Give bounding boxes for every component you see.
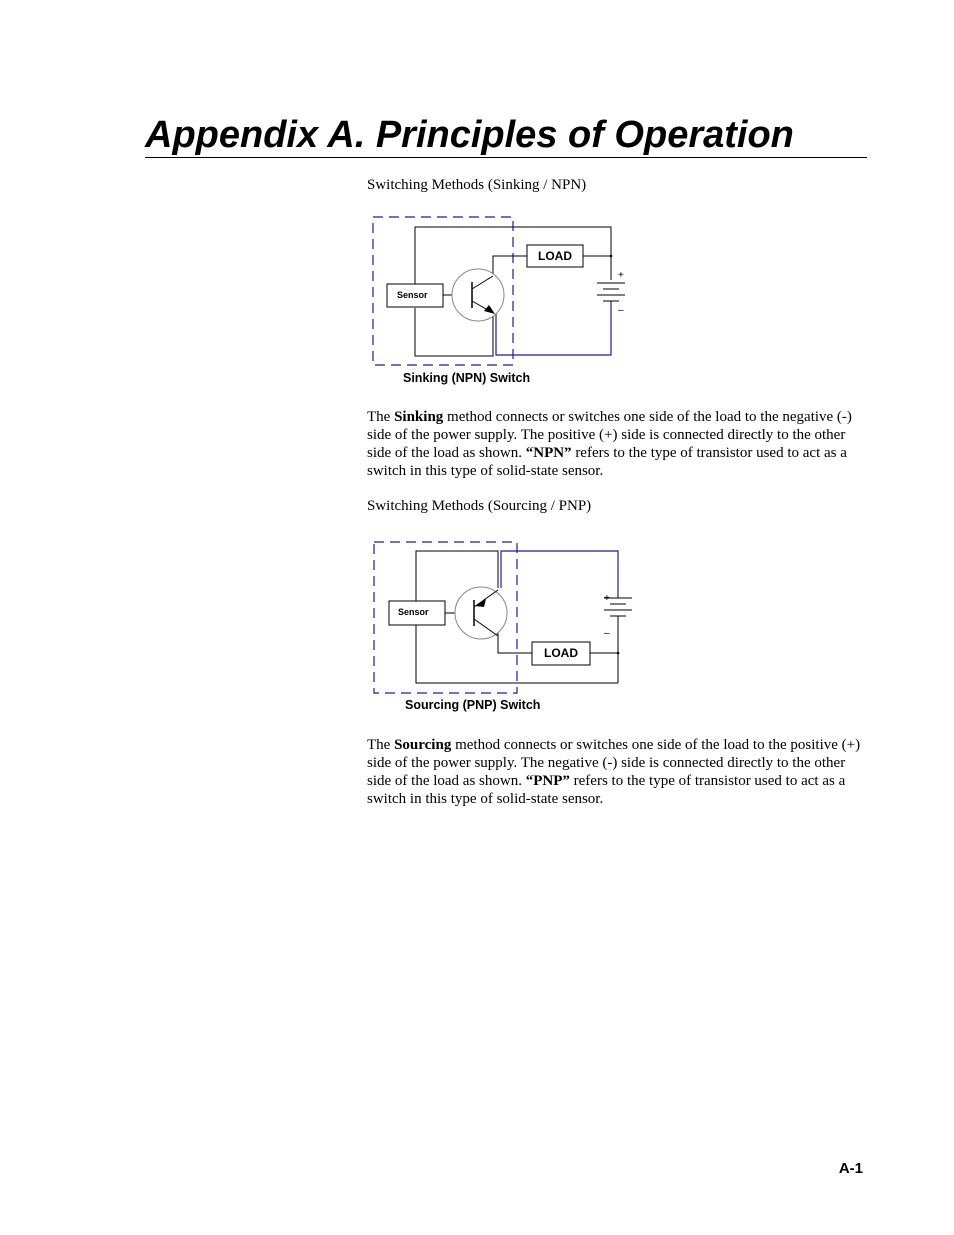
battery-minus-label: – [618, 305, 624, 316]
sourcing-heading: Switching Methods (Sourcing / PNP) [367, 498, 592, 514]
sourcing-para-span-2: method connects or switches one side of the load to the positive (+) side of the power supply. The negative (-) side is connected directly to the other side of the load as shown. [367, 737, 861, 789]
sinking-heading: Switching Methods (Sinking / NPN) [367, 177, 587, 193]
title-rule [145, 157, 867, 158]
battery-plus-label: + [604, 593, 610, 604]
pnp-term: “PNP” [525, 773, 570, 789]
page-title: Appendix A. Principles of Operation [145, 114, 794, 156]
sourcing-pnp-diagram [360, 535, 660, 720]
wire-return [496, 308, 611, 355]
battery-plus-label: + [618, 270, 624, 281]
sinking-para-span-2: method connects or switches one side of the load to the negative (-) side of the power supply. The positive (+) side is connected directly to the other side of the load as shown. [367, 409, 852, 461]
sourcing-term: Sourcing [394, 737, 452, 753]
wire-supply [501, 551, 618, 593]
battery-minus-label: – [604, 628, 610, 639]
npn-term: “NPN” [525, 445, 572, 461]
load-label: LOAD [538, 249, 572, 263]
sinking-paragraph [367, 408, 863, 480]
sinking-npn-diagram [360, 210, 660, 390]
sinking-term: Sinking [394, 409, 444, 425]
npn-transistor-icon [443, 269, 504, 321]
sensor-label: Sensor [397, 290, 428, 300]
sourcing-paragraph [367, 736, 863, 808]
sinking-para-span-4: refers to the type of transistor used to act as a switch in this type of solid-state sensor. [367, 445, 847, 479]
sinking-para-span-0: The [367, 409, 395, 425]
sensor-label: Sensor [398, 607, 429, 617]
pnp-transistor-icon [445, 587, 507, 639]
sourcing-para-span-4: refers to the type of transistor used to act as a switch in this type of solid-state sensor. [367, 773, 846, 807]
page-number: A-1 [838, 1160, 863, 1177]
wire-collector-load [498, 625, 532, 653]
sourcing-caption: Sourcing (PNP) Switch [405, 698, 541, 712]
battery-icon [597, 256, 625, 308]
sourcing-para-span-0: The [367, 737, 395, 753]
sinking-caption: Sinking (NPN) Switch [403, 371, 531, 385]
load-label: LOAD [544, 646, 578, 660]
